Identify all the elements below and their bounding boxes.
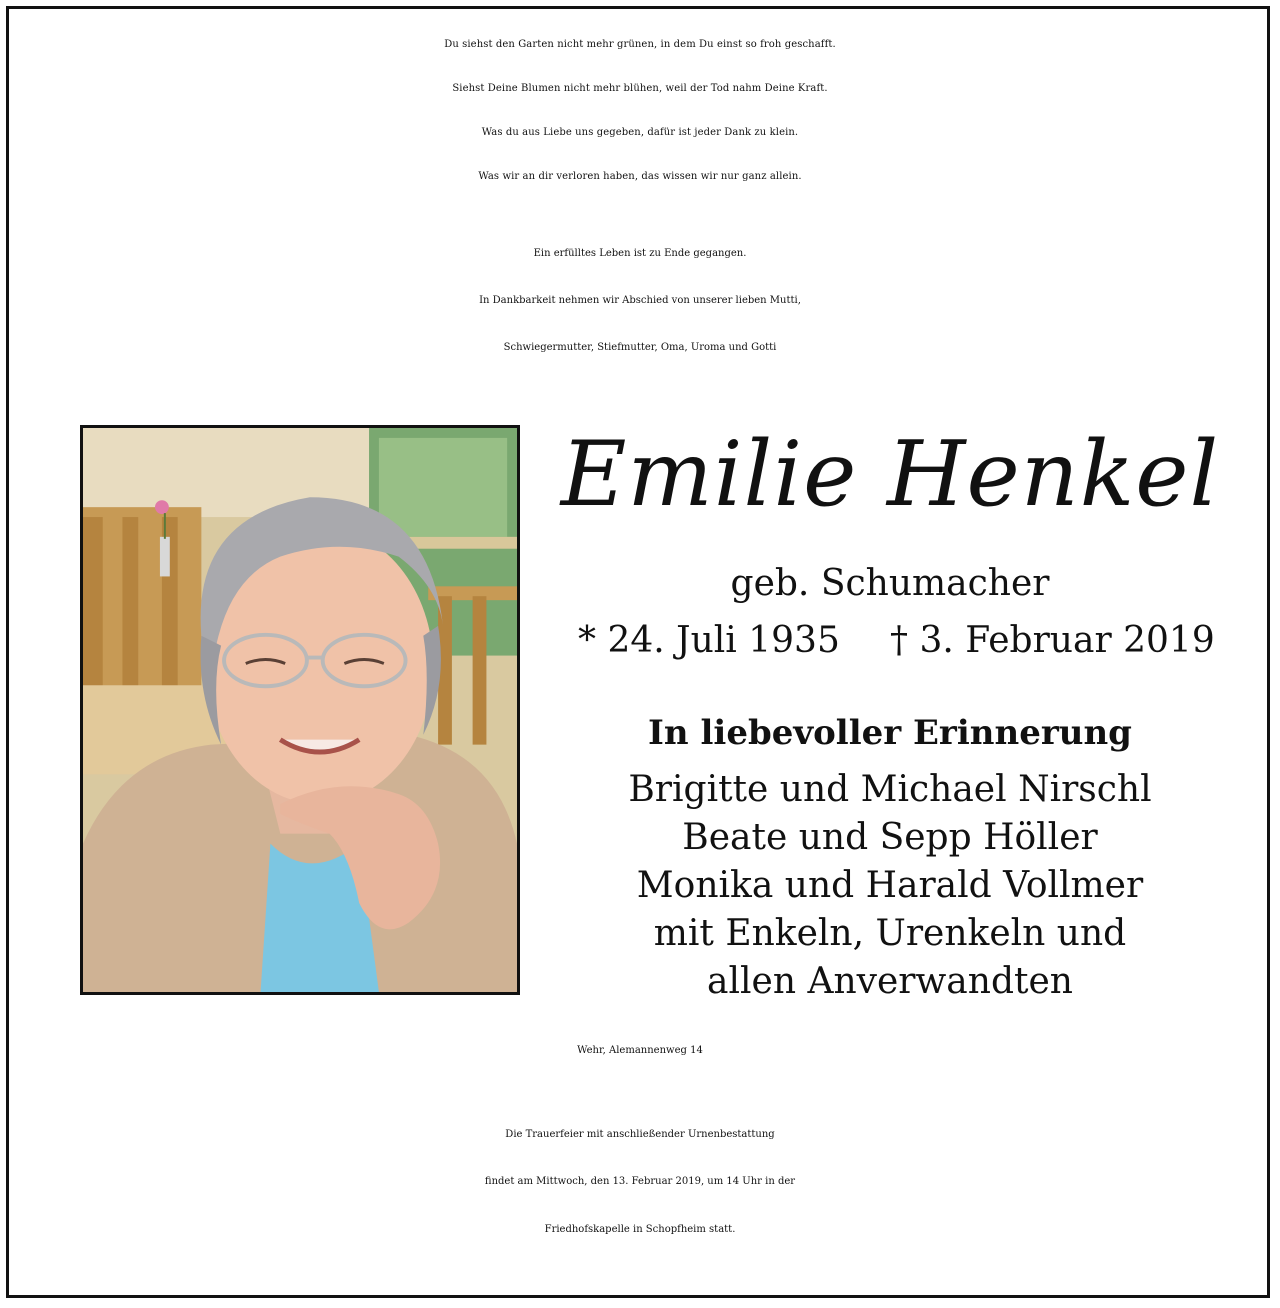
memory-title: In liebevoller Erinnerung	[648, 713, 1132, 753]
service-line-2: findet am Mittwoch, den 13. Februar 2019, um 14 Uhr in der	[484, 1176, 796, 1187]
mourner-line: Brigitte und Michael Nirschl	[628, 769, 1152, 810]
deceased-name: Emilie Henkel	[560, 422, 1220, 527]
intro-line-1: Ein erfülltes Leben ist zu Ende gegangen.	[533, 248, 747, 259]
intro-line-2: In Dankbarkeit nehmen wir Abschied von unserer lieben Mutti,	[479, 295, 801, 306]
service-line-3: Friedhofskapelle in Schopfheim statt.	[544, 1224, 736, 1235]
service-line-1: Die Trauerfeier mit anschließender Urnenbestattung	[505, 1129, 775, 1140]
intro-line-3: Schwiegermutter, Stiefmutter, Oma, Uroma und Gotti	[503, 342, 777, 353]
address: Wehr, Alemannenweg 14	[577, 1045, 703, 1056]
portrait-illustration	[83, 428, 517, 992]
poem-line-3: Was du aus Liebe uns gegeben, dafür ist jeder Dank zu klein.	[481, 127, 799, 138]
mourner-line: allen Anverwandten	[707, 961, 1073, 1002]
poem-line-1: Du siehst den Garten nicht mehr grünen, in dem Du einst so froh geschafft.	[444, 39, 836, 50]
mourner-line: Beate und Sepp Höller	[682, 817, 1098, 858]
portrait-photo	[80, 425, 520, 995]
birth-date: * 24. Juli 1935	[578, 620, 840, 661]
death-date: † 3. Februar 2019	[890, 620, 1215, 661]
mourner-line: mit Enkeln, Urenkeln und	[653, 913, 1127, 954]
poem-line-4: Was wir an dir verloren haben, das wissen wir nur ganz allein.	[478, 171, 802, 182]
mourner-line: Monika und Harald Vollmer	[636, 865, 1144, 906]
poem-line-2: Siehst Deine Blumen nicht mehr blühen, weil der Tod nahm Deine Kraft.	[452, 83, 828, 94]
maiden-name: geb. Schumacher	[730, 563, 1050, 604]
